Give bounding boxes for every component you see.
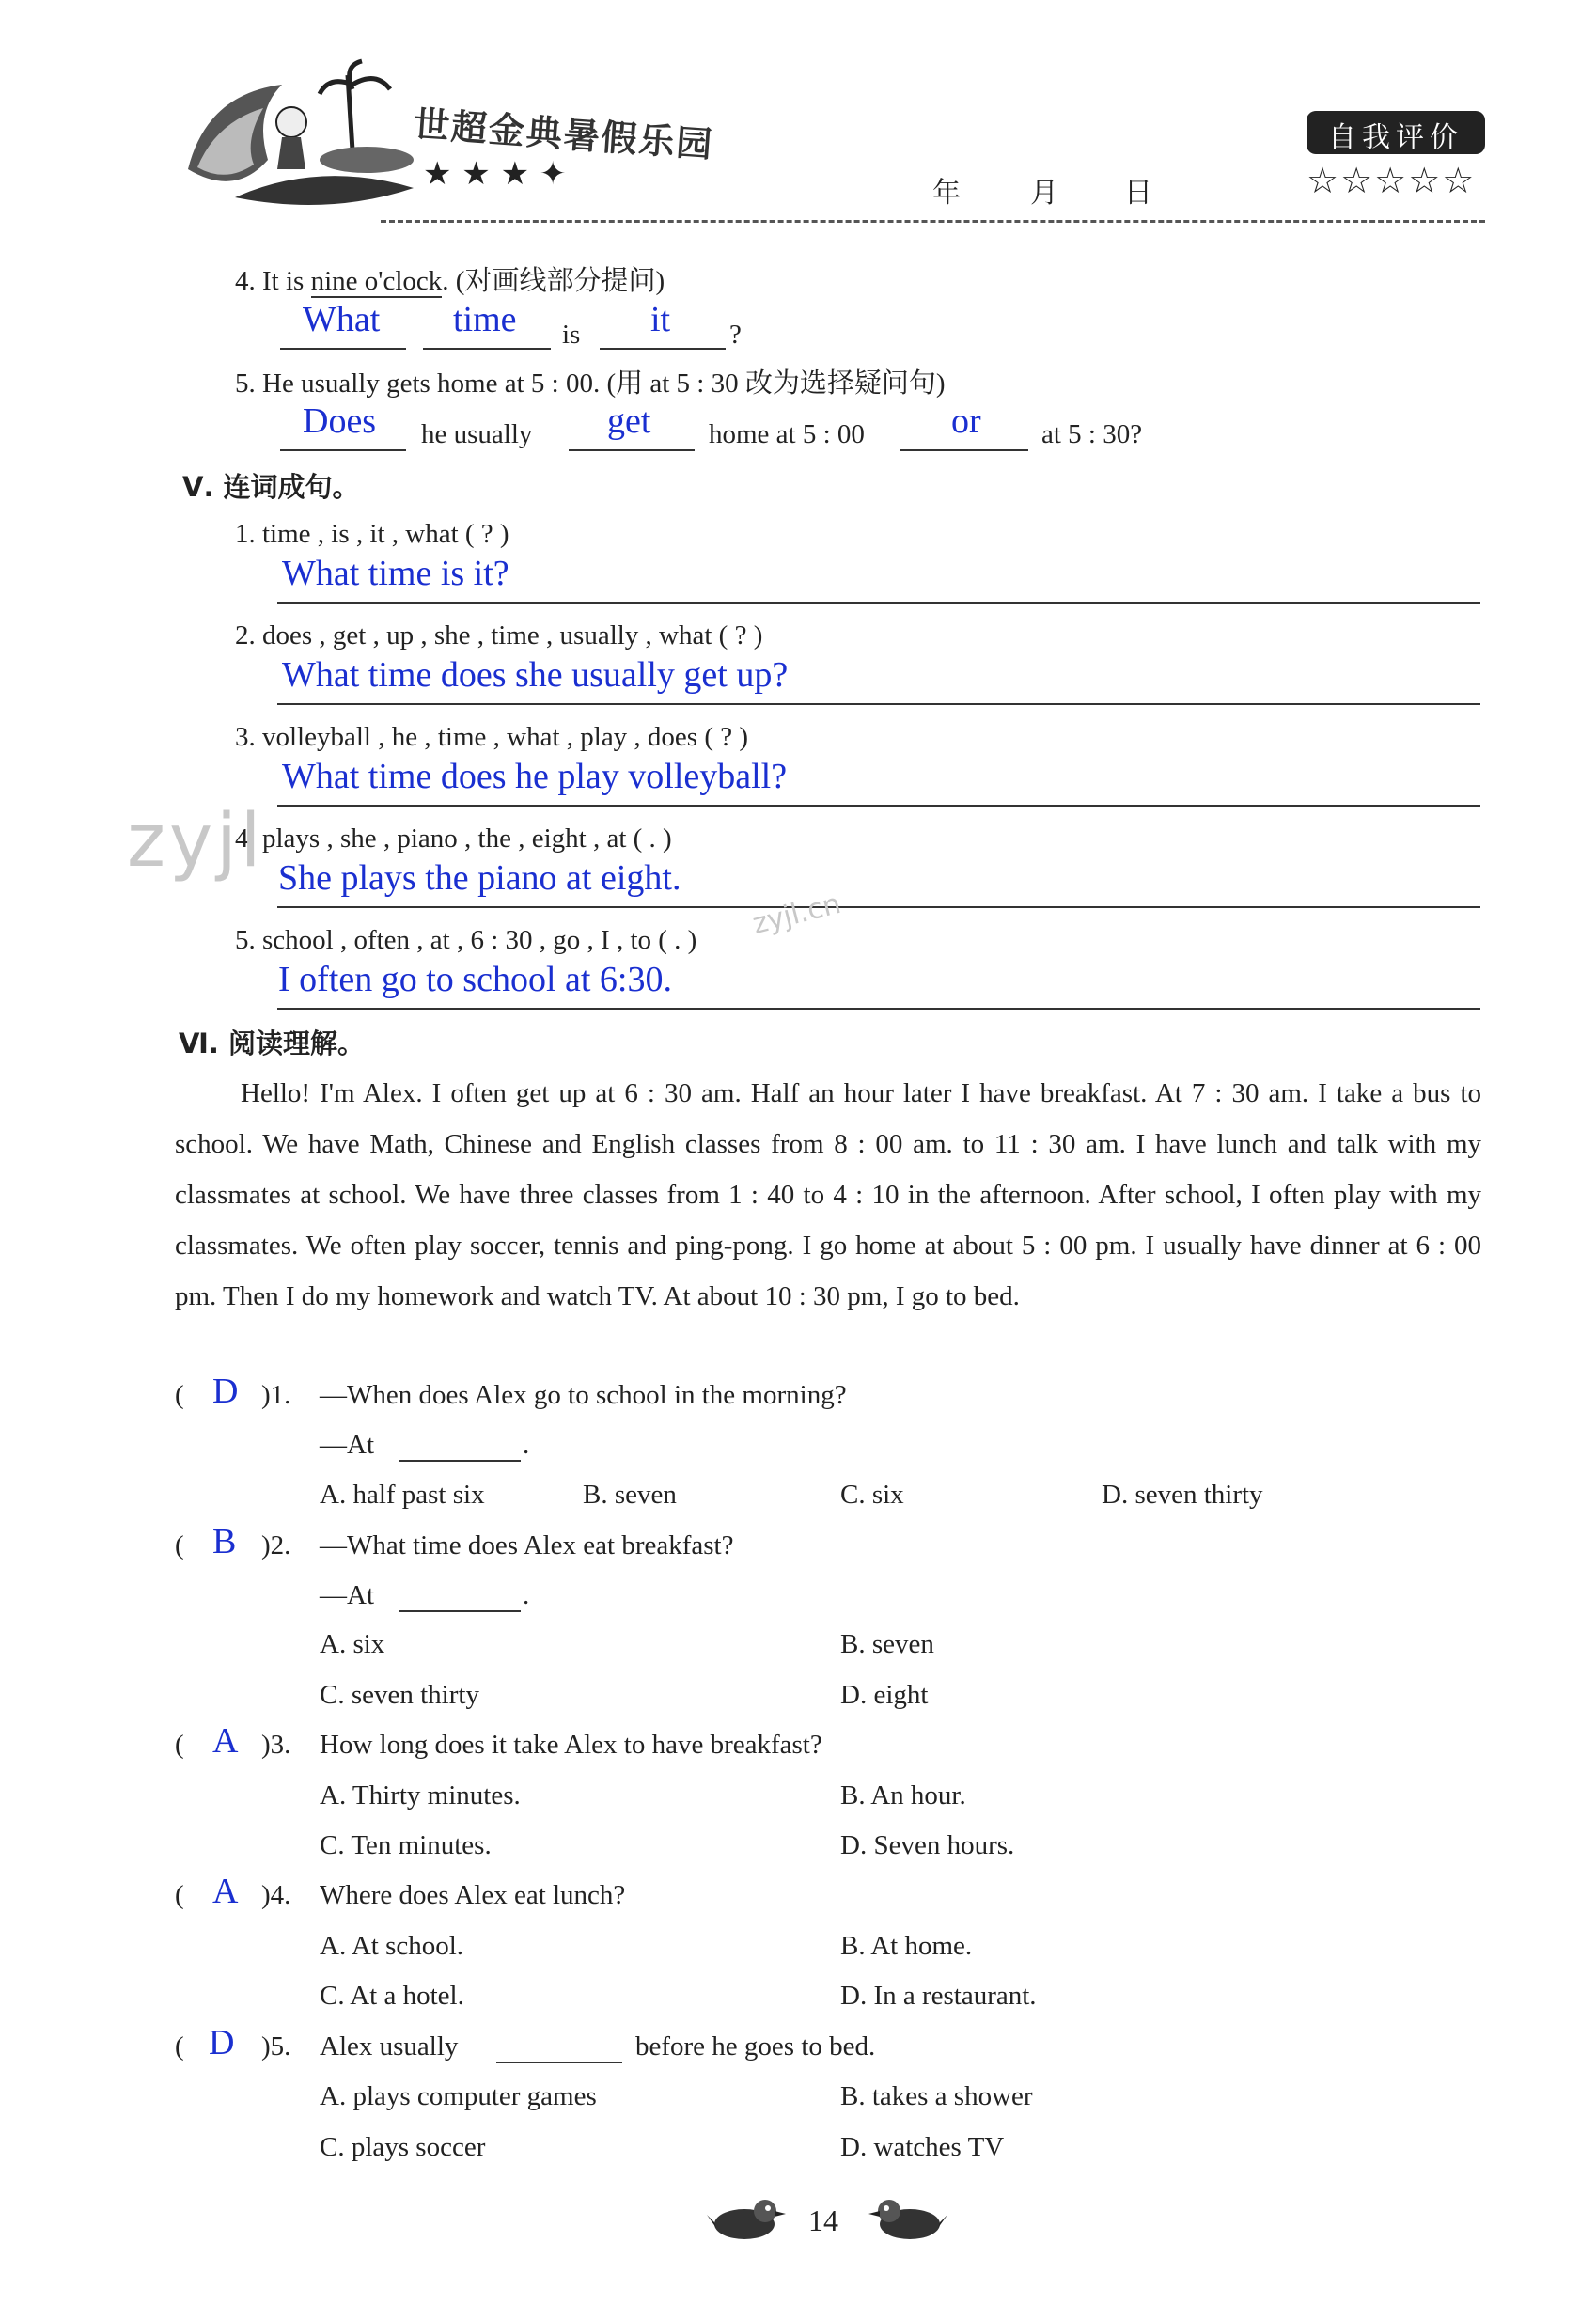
rq1-paren: ( bbox=[175, 1380, 184, 1410]
s5-item5-answer: I often go to school at 6:30. bbox=[278, 960, 672, 999]
rq5-option-d[interactable]: D. watches TV bbox=[840, 2132, 1005, 2162]
rq5-option-c[interactable]: C. plays soccer bbox=[320, 2132, 486, 2162]
header bbox=[0, 0, 1596, 226]
rq3-question: How long does it take Alex to have breakfast? bbox=[320, 1730, 822, 1760]
rq1-question: —When does Alex go to school in the morning? bbox=[320, 1380, 847, 1410]
q4-underlined-phrase: nine o'clock bbox=[310, 266, 443, 296]
q4-prompt bbox=[235, 264, 665, 298]
q4-answer-time: time bbox=[453, 300, 517, 339]
q4-qmark: ? bbox=[729, 320, 742, 350]
s5-item4-answer: She plays the piano at eight. bbox=[278, 858, 681, 898]
bird-right-icon bbox=[867, 2190, 947, 2247]
reading-passage bbox=[175, 1068, 1481, 1322]
rq1-answer[interactable]: D bbox=[212, 1372, 239, 1411]
rq1-num: )1. bbox=[261, 1380, 291, 1410]
s5-item1-line bbox=[277, 602, 1480, 604]
rq4-option-d[interactable]: D. In a restaurant. bbox=[840, 1981, 1037, 2011]
rq2-option-a[interactable]: A. six bbox=[320, 1629, 385, 1659]
rq4-num: )4. bbox=[261, 1880, 291, 1910]
rq4-answer[interactable]: A bbox=[212, 1872, 239, 1911]
bird-left-icon bbox=[707, 2190, 788, 2247]
rq3-paren: ( bbox=[175, 1730, 184, 1760]
q4-prompt-post: . (对画线部分提问) bbox=[442, 266, 665, 296]
rq4-option-a[interactable]: A. At school. bbox=[320, 1931, 464, 1961]
rq2-num: )2. bbox=[261, 1530, 291, 1560]
rq1-option-c[interactable]: C. six bbox=[840, 1480, 904, 1510]
rq2-option-c[interactable]: C. seven thirty bbox=[320, 1680, 479, 1710]
date-month-label: 月 bbox=[1030, 178, 1058, 209]
rq4-option-b[interactable]: B. At home. bbox=[840, 1931, 973, 1961]
q5-answer-does: Does bbox=[303, 401, 377, 441]
q5-text-1: he usually bbox=[421, 419, 533, 449]
rq4-option-c[interactable]: C. At a hotel. bbox=[320, 1981, 464, 2011]
rating-stars[interactable]: ☆☆☆☆☆ bbox=[1307, 160, 1477, 201]
section6-title: Ⅵ. 阅读理解。 bbox=[179, 1027, 365, 1059]
q4-answer-it: it bbox=[650, 300, 671, 339]
s5-item5-line bbox=[277, 1008, 1480, 1010]
q4-blank-3[interactable] bbox=[600, 348, 726, 350]
rq5-paren: ( bbox=[175, 2031, 184, 2062]
self-eval-label: 自我评价 bbox=[1328, 121, 1463, 154]
q5-blank-3[interactable] bbox=[900, 449, 1028, 451]
q5-answer-or: or bbox=[951, 401, 981, 441]
s5-item4-line bbox=[277, 906, 1480, 908]
s5-item3-prompt: 3. volleyball , he , time , what , play , does ( ? ) bbox=[235, 722, 749, 752]
q4-blank-2[interactable] bbox=[423, 348, 551, 350]
passage-text: Hello! I'm Alex. I often get up at 6 : 30 am. Half an hour later I have breakfast. At 7 : 30 am. I take a bus to school. We have Math, Chinese and English classes from 8 : 00 am. to 11 : 30 am. I have lunch and talk with my classmates at school. We have three classes from 1 : 40 to 4 : 10 in the afternoon. After school, I often play with my classmates. We often play soccer, tennis and ping-pong. I go home at about 5 : 00 pm. I usually have dinner at 6 : 00 pm. Then I do my homework and watch TV. At about 10 : 30 pm, I go to bed. bbox=[175, 1078, 1481, 1311]
rq2-sub: —At bbox=[320, 1580, 374, 1610]
rq3-num: )3. bbox=[261, 1730, 291, 1760]
rq5-question-post: before he goes to bed. bbox=[635, 2031, 876, 2062]
s5-item2-line bbox=[277, 703, 1480, 705]
s5-item1-answer: What time is it? bbox=[282, 554, 509, 593]
s5-item3-line bbox=[277, 805, 1480, 807]
rq2-paren: ( bbox=[175, 1530, 184, 1560]
logo-illustration bbox=[179, 56, 423, 216]
rq5-option-a[interactable]: A. plays computer games bbox=[320, 2081, 597, 2111]
s5-item2-answer: What time does she usually get up? bbox=[282, 655, 789, 695]
q5-text-3: at 5 : 30? bbox=[1041, 419, 1143, 449]
rq4-question: Where does Alex eat lunch? bbox=[320, 1880, 626, 1910]
rq3-option-b[interactable]: B. An hour. bbox=[840, 1780, 966, 1811]
s5-item4-prompt: 4. plays , she , piano , the , eight , at ( . ) bbox=[235, 823, 672, 854]
rq2-option-d[interactable]: D. eight bbox=[840, 1680, 929, 1710]
brand-title: 世超金典暑假乐园 bbox=[412, 102, 715, 166]
rq2-option-b[interactable]: B. seven bbox=[840, 1629, 934, 1659]
section5-title: Ⅴ. 连词成句。 bbox=[182, 471, 360, 503]
header-divider bbox=[381, 220, 1485, 223]
rq3-option-d[interactable]: D. Seven hours. bbox=[840, 1830, 1015, 1860]
rq1-sub: —At bbox=[320, 1430, 374, 1460]
rq1-blank[interactable] bbox=[399, 1460, 521, 1462]
q5-blank-2[interactable] bbox=[569, 449, 695, 451]
rq5-blank[interactable] bbox=[496, 2062, 622, 2063]
q4-is: is bbox=[562, 320, 581, 350]
rq2-answer[interactable]: B bbox=[212, 1522, 237, 1561]
q5-answer-get: get bbox=[607, 401, 651, 441]
q4-answer-what: What bbox=[303, 300, 381, 339]
q4-blank-1[interactable] bbox=[280, 348, 406, 350]
rq2-question: —What time does Alex eat breakfast? bbox=[320, 1530, 734, 1560]
s5-item5-prompt: 5. school , often , at , 6 : 30 , go , I , to ( . ) bbox=[235, 925, 697, 955]
rq1-option-d[interactable]: D. seven thirty bbox=[1102, 1480, 1263, 1510]
rq5-option-b[interactable]: B. takes a shower bbox=[840, 2081, 1033, 2111]
watermark-large: zyjl bbox=[127, 799, 265, 884]
page-number: 14 bbox=[808, 2203, 838, 2237]
rq2-sub-end: . bbox=[523, 1580, 530, 1610]
rq3-option-c[interactable]: C. Ten minutes. bbox=[320, 1830, 492, 1860]
rq2-blank[interactable] bbox=[399, 1610, 521, 1612]
rq1-option-b[interactable]: B. seven bbox=[583, 1480, 677, 1510]
s5-item2-prompt: 2. does , get , up , she , time , usually , what ( ? ) bbox=[235, 620, 763, 651]
date-day-label: 日 bbox=[1124, 178, 1152, 209]
s5-item3-answer: What time does he play volleyball? bbox=[282, 757, 788, 796]
rq4-paren: ( bbox=[175, 1880, 184, 1910]
q4-prompt-pre: 4. It is bbox=[235, 266, 311, 296]
date-year-label: 年 bbox=[932, 178, 961, 209]
s5-item1-prompt: 1. time , is , it , what ( ? ) bbox=[235, 519, 509, 549]
rq1-option-a[interactable]: A. half past six bbox=[320, 1480, 485, 1510]
rq1-sub-end: . bbox=[523, 1430, 530, 1460]
rq5-answer[interactable]: D bbox=[209, 2023, 235, 2062]
rq3-option-a[interactable]: A. Thirty minutes. bbox=[320, 1780, 521, 1811]
watermark-small: zyjl.cn bbox=[749, 887, 845, 941]
rq5-question-pre: Alex usually bbox=[320, 2031, 459, 2062]
q5-blank-1[interactable] bbox=[280, 449, 406, 451]
decor-stars: ★ ★ ★ ✦ bbox=[423, 155, 567, 193]
q5-text-2: home at 5 : 00 bbox=[709, 419, 865, 449]
rq5-num: )5. bbox=[261, 2031, 291, 2062]
q5-prompt: 5. He usually gets home at 5 : 00. (用 at 5 : 30 改为选择疑问句) bbox=[235, 368, 946, 399]
rq3-answer[interactable]: A bbox=[212, 1721, 239, 1761]
